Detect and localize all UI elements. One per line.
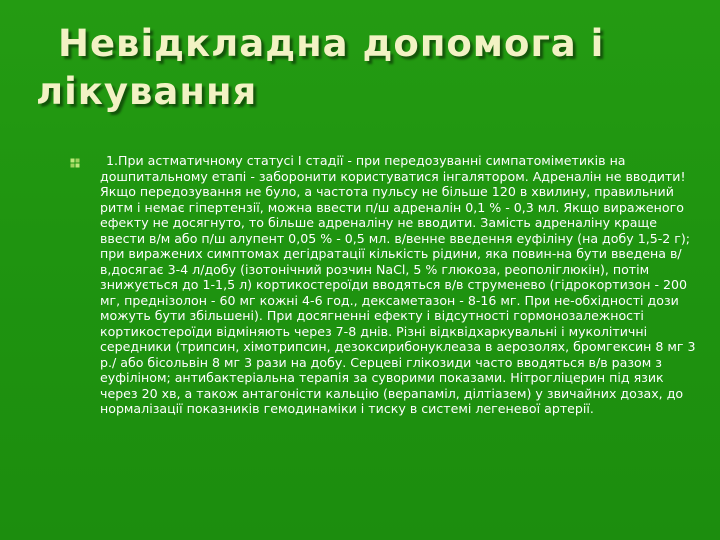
slide-title — [36, 20, 696, 116]
slide-title-text: Невідкладна допомога і лікування — [36, 22, 605, 113]
slide-body-text: 1.При астматичному статусі І стадії - при передозуванні симпатоміметиків на дошпитальному етапі - заборонити користуватися інгалятором. Адреналін не вводити! Якщо передозування не було, а частота пульсу не більше 120 в хвилину, правильний ритм і немає гіпертензії, можна ввести п/ш адреналін 0,1 % - 0,3 мл. Якщо вираженого ефекту не досягнуто, то більше адреналіну не вводити. Замість адреналіну краще ввести в/м або п/ш алупент 0,05 % - 0,5 мл. в/венне введення еуфіліну (на добу 1,5-2 г); при виражених симптомах дегідратації кількість рідини, яка повин-на бути введена в/в,досягає 3-4 л/добу (ізотонічний розчин NaCl, 5 % глюкоза, реополіглюкін), потім знижується до 1-1,5 л) кортикостероїди вводяться в/в струменево (гідрокортизон - 200 мг, преднізолон - 60 мг кожні 4-6 год., дексаметазон - 8-16 мг. При не-обхідності дози можуть бути збільшені). При досягненні ефекту і відсутності гормонозалежності кортикостероїди відміняють через 7-8 днів. Різні відквідхаркувальні і муколітичні середники (трипсин, хімотрипсин, дезоксирибонуклеаза в аерозолях, бромгексин 8 мг 3 р./ або бісольвін 8 мг 3 рази на добу. Серцеві глікозиди часто вводяться в/в разом з еуфіліном; антибактеріальна терапія за суворими показами. Нітрогліцерин під язик через 20 хв, а також антагоністи кальцію (верапаміл, ділтіазем) у звичайних дозах, до нормалізації показників гемодинаміки і тиску в системі легеневої артерії. — [100, 153, 696, 416]
square-bullet-icon — [70, 155, 80, 165]
